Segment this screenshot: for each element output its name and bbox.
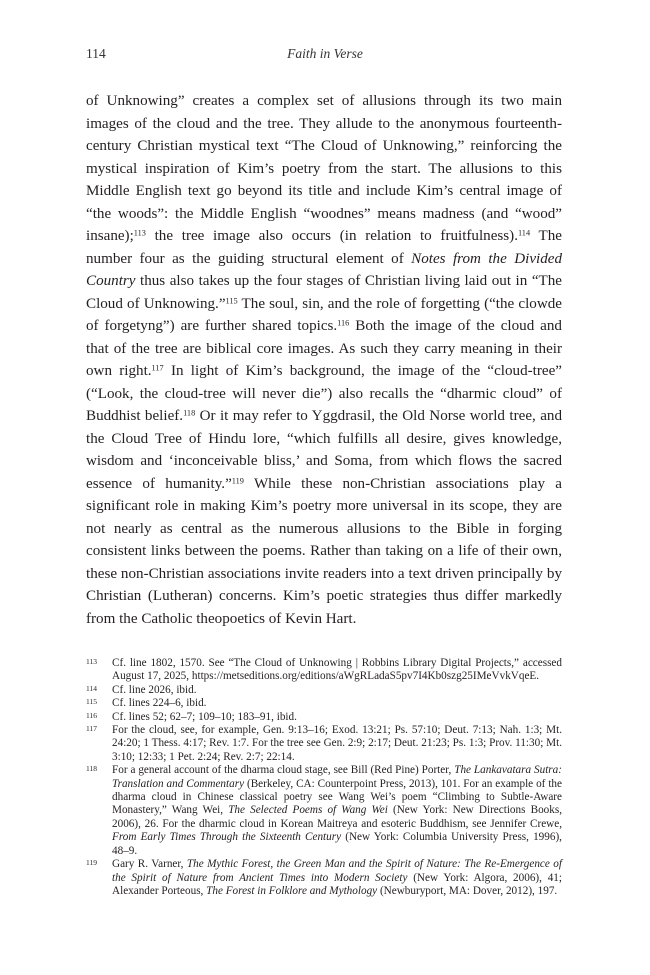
body-text-run: the tree image also occurs (in relation to fruitfulness). [145,228,518,244]
body-text-run: Both the image of the cloud and that of the tree are biblical core images. As such they carry meaning in their own right. [86,318,562,379]
footnote-italic-title: The Forest in Folklore and Mythology [206,884,378,897]
footnote-reference[interactable]: 114 [517,228,531,238]
footnote-113 [86,657,562,684]
footnote-reference[interactable]: 113 [133,228,146,238]
page-number: 114 [86,46,106,61]
footnote-text-run: Cf. lines 224–6, ibid. [112,697,207,710]
footnote-italic-title: From Early Times Through the Sixteenth Century [112,831,342,844]
body-text-run: of Unknowing” creates a complex set of allusions through its two main images of the cloud and the tree. They allude to the anonymous fourteenth-century Christian mystical text “The Cloud of Unknowing,” reinforcing the mystical inspiration of Kim’s poetry from the start. The allusions to this Middle English text go beyond its title and include Kim’s central image of “the woods”: the Middle English “woodnes” means madness (and “wood” insane); [86,93,562,244]
footnote-reference[interactable]: 118 [183,408,196,418]
footnote-text [112,657,562,684]
footnote-reference[interactable]: 115 [225,295,238,305]
running-head: Faith in Verse [287,46,363,61]
italic-title: Notes from the Divided Country [86,250,563,289]
body-text-run: While these non-Christian associations play a significant role in making Kim’s poetry more universal in its scope, they are not nearly as central as the numerous allusions to the Bible in forging consistent links between the poems. Rather than taking on a life of their own, these non-Christian associations invite readers into a text driven principally by Christian (Lutheran) concerns. Kim’s poetic strategies thus differ markedly from the Catholic theopoetics of Kevin Hart. [86,475,562,627]
footnote-text-run: (New York: New Directions Books, 2006), 26. For the dharmic cloud in Korean Maitreya and esoteric Buddhism, see Jennifer Crewe, [112,804,562,830]
footnote-text-run: (New York: Columbia University Press, 1996), 48–9. [112,831,562,857]
footnote-text-run: Cf. line 2026, ibid. [112,683,197,696]
footnote-text [112,711,562,724]
footnote-115 [86,697,562,710]
footnotes-section [86,657,562,898]
footnote-reference[interactable]: 116 [337,318,350,328]
footnote-text [112,724,562,764]
footnote-text-run: (Berkeley, CA: Counterpoint Press, 2013), 101. For an example of the dharma cloud in Chinese classical poetry see Wang Wei’s poem “Climbing to Subtle-Aware Monastery,” Wang Wei, [112,777,562,817]
body-text-run: The number four as the guiding structural element of [86,228,562,267]
footnote-118 [86,764,562,858]
footnote-number: 114 [86,683,97,693]
footnote-italic-title: The Mythic Forest, the Green Man and the Spirit of Nature: The Re-Emergence of the Spirit of Nature from Ancient Times into Modern Society [112,858,562,884]
footnote-number: 116 [86,710,97,720]
body-paragraph [86,90,562,630]
body-text-run: The soul, sin, and the role of forgetting (“the clowde of forgetyng”) are further shared topics. [86,295,562,334]
body-text-run: thus also takes up the four stages of Christian living laid out in “The Cloud of Unknowing.” [86,273,562,312]
footnote-119 [86,858,562,898]
footnote-text [112,764,562,858]
footnote-reference[interactable]: 119 [231,475,244,485]
footnote-text-run: (Newburyport, MA: Dover, 2012), 197. [377,884,558,897]
footnote-117 [86,724,562,764]
footnote-number: 119 [86,858,97,868]
footnote-text-run: Gary R. Varner, [112,858,187,871]
footnote-number: 117 [86,724,97,734]
footnote-text [112,697,562,710]
footnote-number: 115 [86,697,97,707]
footnote-text-run: (New York: Algora, 2006), 41; Alexander Porteous, [112,871,562,897]
body-text-run: Or it may refer to Yggdrasil, the Old Norse world tree, and the Cloud Tree of Hindu lore, “which fulfills all desire, gives knowledge, wisdom and ‘inconceivable bliss,’ and Soma, from which flows the sacred essence of humanity.” [86,408,563,492]
footnote-italic-title: The Lankavatara Sutra: Translation and Commentary [112,764,562,790]
footnote-116 [86,711,562,724]
footnote-text-run: For the cloud, see, for example, Gen. 9:13–16; Exod. 13:21; Ps. 57:10; Deut. 7:13; Nah. 1:3; Mt. 24:20; 1 Thess. 4:17; Rev. 1:7. For the tree see Gen. 2:9; 2:17; Deut. 21:23; Ps. 1:3; Prov. 11:30; Mt. 3:10; 12:33; 1 Pet. 2:24; Rev. 2:7; 22:14. [112,724,562,763]
footnote-text-run: Cf. lines 52; 62–7; 109–10; 183–91, ibid. [112,710,297,723]
footnote-text-run: For a general account of the dharma cloud stage, see Bill (Red Pine) Porter, [112,764,455,777]
body-text-run: In light of Kim’s background, the image of the “cloud-tree” (“Look, the cloud-tree will never die”) also recalls the “dharmic cloud” of Buddhist belief. [86,363,562,424]
footnote-reference[interactable]: 117 [151,363,164,373]
footnote-114 [86,684,562,697]
footnote-italic-title: The Selected Poems of Wang Wei [228,804,388,817]
footnote-number: 118 [86,764,97,774]
footnote-text-run: Cf. line 1802, 1570. See “The Cloud of Unknowing | Robbins Library Digital Projects,” accessed August 17, 2025, https://metseditions.org/editions/aWgRLadaS5pv7I4Kb0szg25IMeVvkVqeE. [112,657,562,683]
footnote-number: 113 [86,657,97,666]
footnote-text [112,858,562,898]
footnote-text [112,684,562,697]
